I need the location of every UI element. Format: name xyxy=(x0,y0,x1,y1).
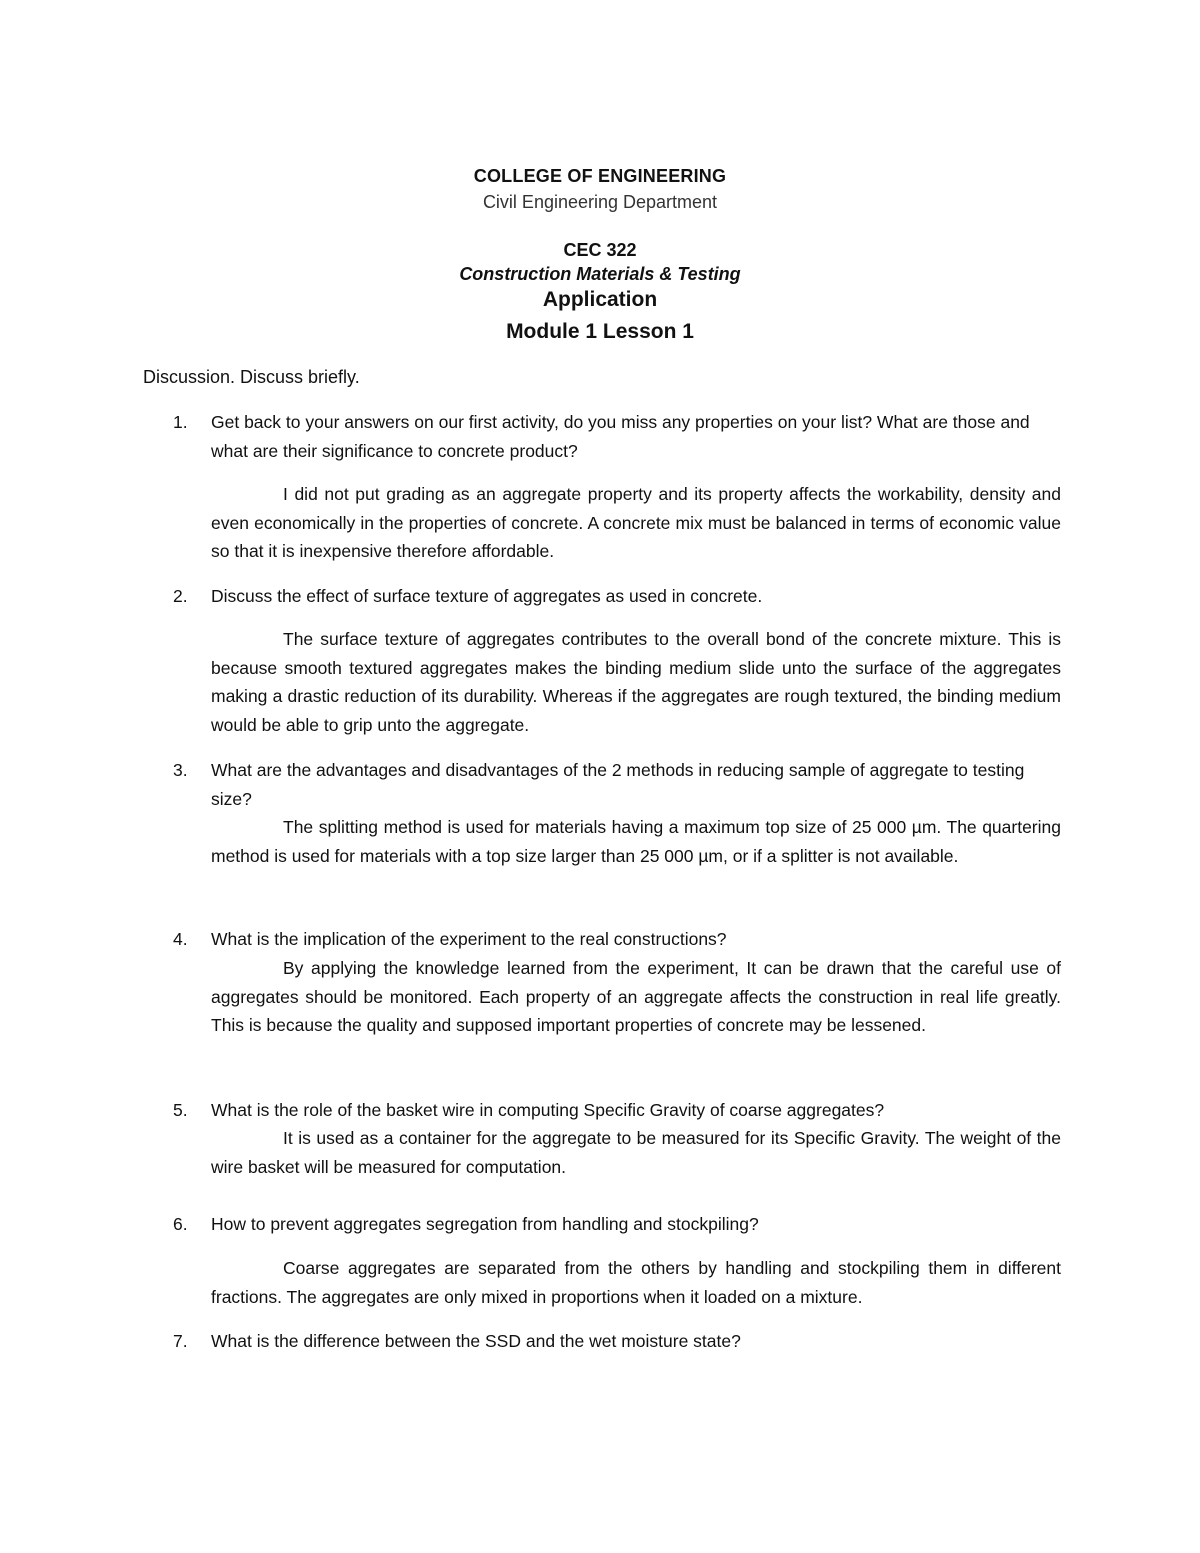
question-number: 5. xyxy=(173,1100,188,1120)
question-1 xyxy=(173,408,1061,465)
question-6 xyxy=(173,1210,1061,1239)
question-text: What is the difference between the SSD and the wet moisture state? xyxy=(211,1331,741,1351)
module-title: Module 1 Lesson 1 xyxy=(506,320,694,343)
question-number: 2. xyxy=(173,586,188,606)
department-heading: Civil Engineering Department xyxy=(482,192,718,212)
question-text: How to prevent aggregates segregation from handling and stockpiling? xyxy=(211,1214,759,1234)
question-3 xyxy=(173,756,1061,813)
question-number: 4. xyxy=(173,929,188,949)
answer-4: By applying the knowledge learned from the experiment, It can be drawn that the careful use of aggregates should be monitored. Each property of an aggregate affects the construction in real life greatly. This is because the quality and supposed important properties of concrete may be lessened. xyxy=(211,958,1061,1035)
course-title: Construction Materials & Testing xyxy=(459,264,741,284)
question-7 xyxy=(173,1327,1061,1356)
question-5 xyxy=(173,1096,1061,1125)
course-code: CEC 322 xyxy=(563,240,637,260)
discussion-instruction: Discussion. Discuss briefly. xyxy=(143,367,360,387)
question-4 xyxy=(173,925,1061,954)
question-text: What is the implication of the experiment to the real constructions? xyxy=(211,929,727,949)
answer-5: It is used as a container for the aggregate to be measured for its Specific Gravity. The weight of the wire basket will be measured for computation. xyxy=(211,1128,1061,1177)
answer-2: The surface texture of aggregates contributes to the overall bond of the concrete mixture. This is because smooth textured aggregates makes the binding medium slide unto the surface of the aggregates making a drastic reduction of its durability. Whereas if the aggregates are rough textured, the binding medium would be able to grip unto the aggregate. xyxy=(211,629,1061,735)
section-title: Application xyxy=(542,288,658,311)
answer-6: Coarse aggregates are separated from the others by handling and stockpiling them in different fractions. The aggregates are only mixed in proportions when it loaded on a mixture. xyxy=(211,1258,1061,1307)
question-number: 6. xyxy=(173,1214,188,1234)
question-text: Discuss the effect of surface texture of aggregates as used in concrete. xyxy=(211,586,763,606)
question-text: What are the advantages and disadvantages of the 2 methods in reducing sample of aggregate to testing size? xyxy=(211,760,1025,809)
answer-1: I did not put grading as an aggregate property and its property affects the workability, density and even economically in the properties of concrete. A concrete mix must be balanced in terms of economic value so that it is inexpensive therefore affordable. xyxy=(211,484,1061,561)
question-2 xyxy=(173,582,1061,611)
question-number: 1. xyxy=(173,412,188,432)
question-text: What is the role of the basket wire in computing Specific Gravity of coarse aggregates? xyxy=(211,1100,885,1120)
question-text: Get back to your answers on our first activity, do you miss any properties on your list? What are those and what are their significance to concrete product? xyxy=(211,412,1030,461)
question-number: 3. xyxy=(173,760,188,780)
answer-3: The splitting method is used for materials having a maximum top size of 25 000 µm. The quartering method is used for materials with a top size larger than 25 000 µm, or if a splitter is not available. xyxy=(211,817,1061,866)
question-number: 7. xyxy=(173,1331,188,1351)
college-heading: COLLEGE OF ENGINEERING xyxy=(473,166,727,186)
